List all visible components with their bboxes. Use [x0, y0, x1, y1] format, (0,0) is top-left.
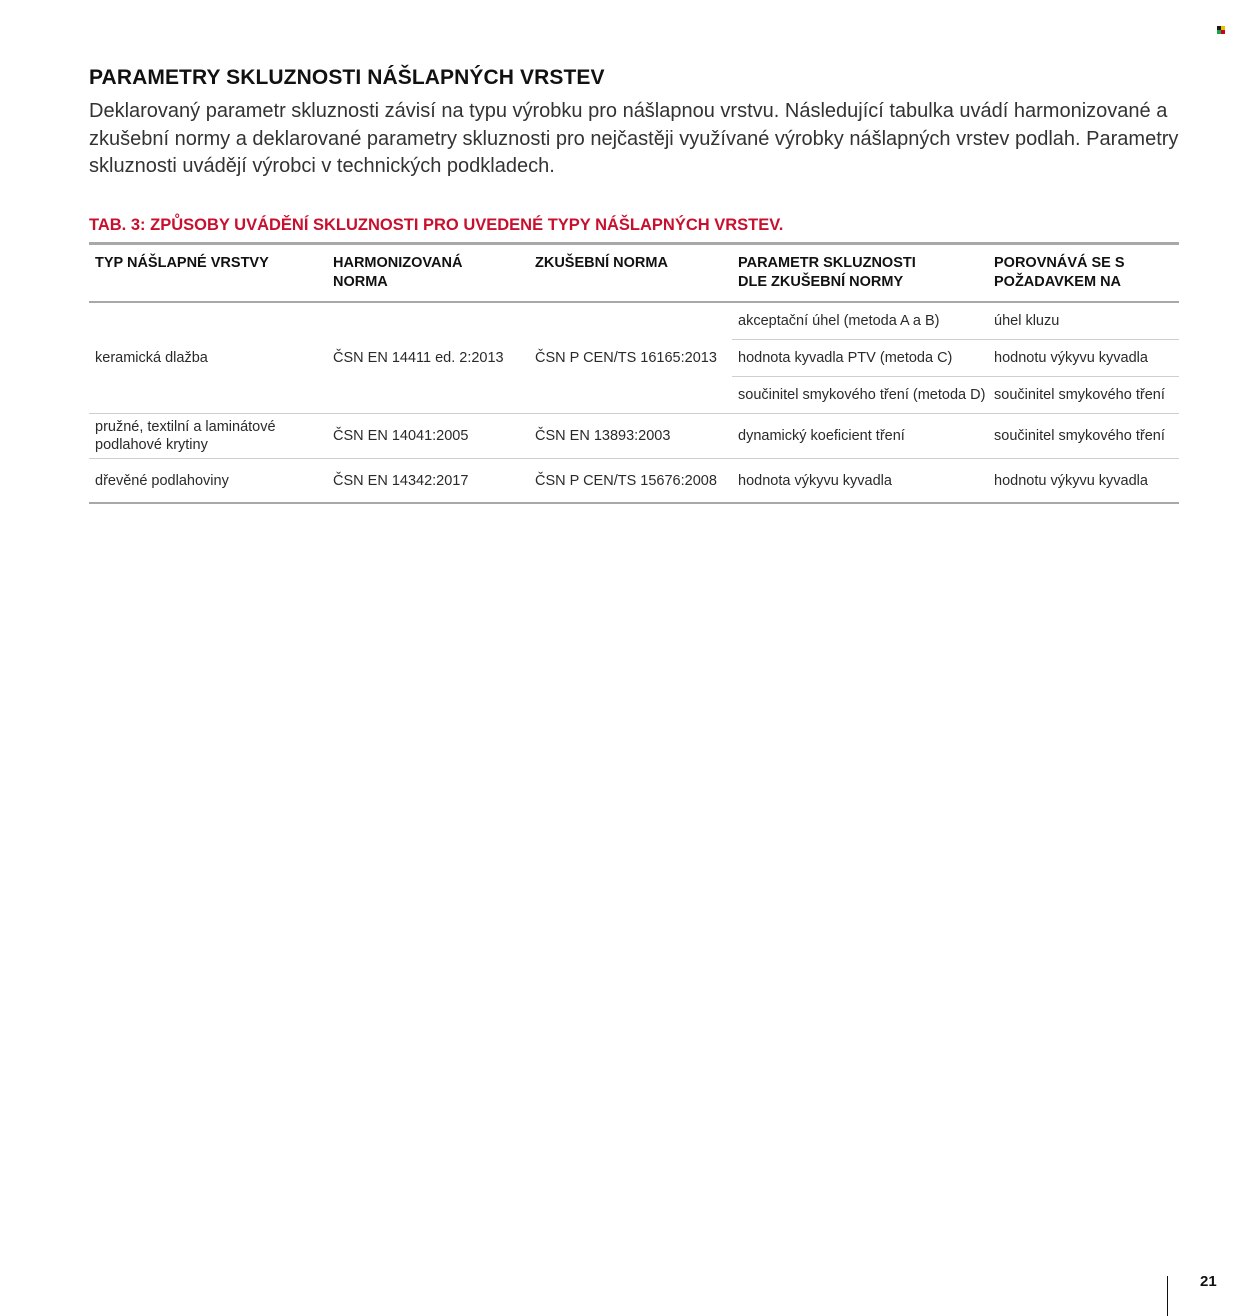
cell-test-standard: ČSN P CEN/TS 15676:2008 — [535, 472, 717, 489]
header-floor-layer-type: TYP NÁŠLAPNÉ VRSTVY — [89, 244, 327, 303]
cell-floor-type: keramická dlažba — [89, 302, 327, 414]
cell-harmonized-standard: ČSN EN 14411 ed. 2:2013 — [327, 302, 529, 414]
table-row — [89, 414, 1179, 459]
print-registration-mark — [1217, 26, 1225, 34]
cell-compared-requirement: hodnotu výkyvu kyvadla — [994, 472, 1148, 489]
table — [89, 242, 1179, 504]
cell-slip-parameter: dynamický koeficient tření — [732, 414, 988, 459]
intro-paragraph: Deklarovaný parametr skluznosti závisí na typu výrobku pro nášlapnou vrstvu. Následující tabulka uvádí harmonizované a zkušební normy a deklarované parametry skluznosti pro nejčastěji využívané výrobky nášlapných vrstev podlah. Parametry skluznosti uvádějí výrobci v technických podkladech. — [89, 100, 1179, 177]
cell-floor-type: dřevěné podlahoviny — [95, 472, 229, 489]
cell-slip-parameter: hodnota kyvadla PTV (metoda C) — [732, 340, 988, 377]
header-harmonized-standard: HARMONIZOVANÁ NORMA — [327, 244, 529, 303]
cell-floor-type: pružné, textilní a laminátové podlahové krytiny — [89, 414, 327, 459]
cell-compared-requirement: hodnotu výkyvu kyvadla — [988, 340, 1179, 377]
header-test-standard: ZKUŠEBNÍ NORMA — [529, 244, 732, 303]
cell-compared-requirement: součinitel smykového tření — [988, 414, 1179, 459]
header-slip-parameter: PARAMETR SKLUZNOSTI DLE ZKUŠEBNÍ NORMY — [732, 244, 988, 303]
cell-compared-requirement: součinitel smykového tření — [988, 377, 1179, 414]
slip-resistance-table — [89, 242, 1179, 504]
header-compared-requirement: POROVNÁVÁ SE S POŽADAVKEM NA — [988, 244, 1179, 303]
cell-test-standard: ČSN EN 13893:2003 — [529, 414, 732, 459]
cell-slip-parameter: součinitel smykového tření (metoda D) — [732, 377, 988, 414]
cell-test-standard: ČSN P CEN/TS 16165:2013 — [529, 302, 732, 414]
cell-harmonized-standard: ČSN EN 14041:2005 — [327, 414, 529, 459]
page-number: 21 — [1200, 1273, 1217, 1290]
table-row — [89, 459, 1179, 504]
table-caption: TAB. 3: ZPŮSOBY UVÁDĚNÍ SKLUZNOSTI PRO UVEDENÉ TYPY NÁŠLAPNÝCH VRSTEV. — [89, 216, 784, 234]
page-title: PARAMETRY SKLUZNOSTI NÁŠLAPNÝCH VRSTEV — [89, 66, 605, 89]
cell-slip-parameter: hodnota výkyvu kyvadla — [738, 472, 892, 489]
page-number-divider — [1167, 1276, 1168, 1316]
cell-compared-requirement: úhel kluzu — [988, 302, 1179, 340]
cell-harmonized-standard: ČSN EN 14342:2017 — [333, 472, 469, 489]
table-row — [89, 302, 1179, 340]
table-header-row — [89, 244, 1179, 303]
cell-slip-parameter: akceptační úhel (metoda A a B) — [732, 302, 988, 340]
